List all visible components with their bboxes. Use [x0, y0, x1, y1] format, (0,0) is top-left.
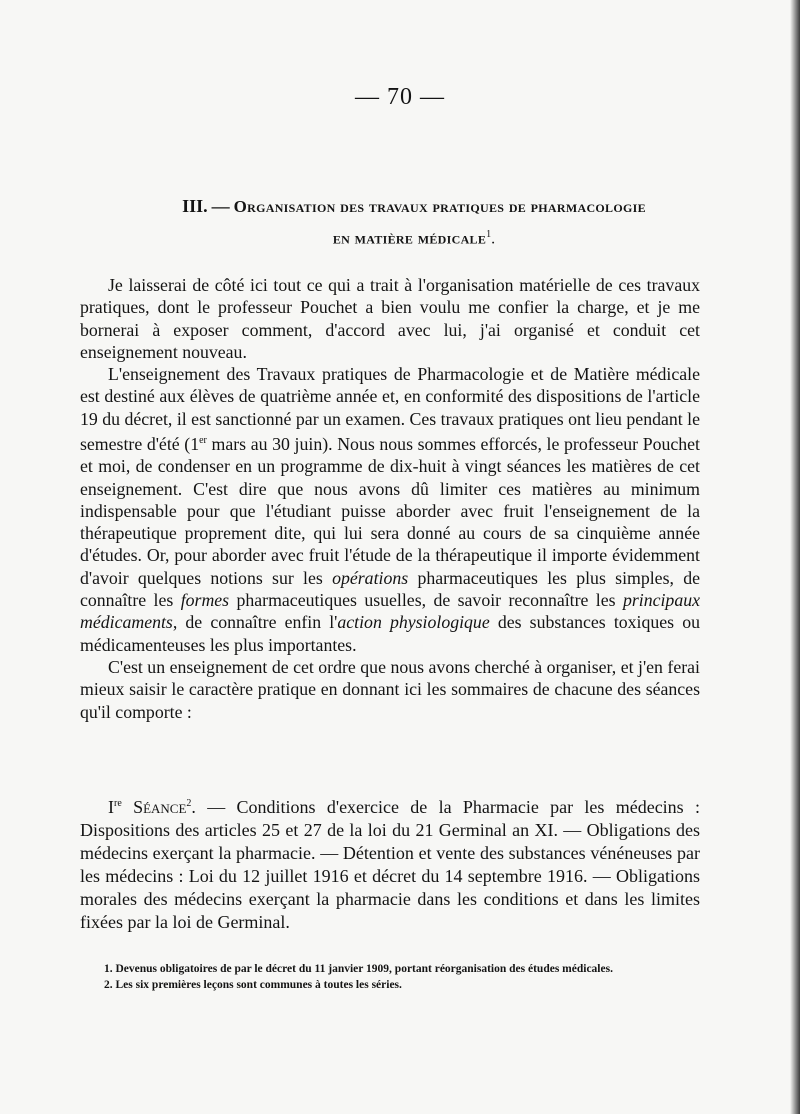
- paragraph-1: Je laisserai de côté ici tout ce qui a trait à l'organisation matérielle de ces travaux pratiques, dont le professeur Pouchet a bien voulu me confier la charge, et je me bornerai à exposer comment, d'accord avec lui, j'ai organisé et conduit cet enseignement nouveau.: [80, 275, 700, 362]
- paragraph-2-part-a: L'enseignement des Travaux pratiques de Pharmacologie et de Matière médicale est destiné aux élèves de quatrième année et, en conformité des dispositions de l'article 19 du décret, il est sanctionné par un examen. Ces travaux pratiques ont lieu pendant le semestre d'été (1: [80, 364, 700, 454]
- paragraph-2-part-b: mars au 30 juin). Nous nous sommes efforcés, le professeur Pouchet et moi, de condenser en un programme de dix-huit à vingt séances les matières de cet enseignement. C'est dire que nous avons dû limiter ces matières au minimum indispensable pour que l'étudiant puisse aborder avec fruit l'enseignement de la thérapeutique proprement dite, qui lui sera donné au cours de sa cinquième année d'études. Or, pour aborder avec fruit l'étude de la thérapeutique il importe évidemment d'avoir quelques notions sur les: [80, 434, 700, 588]
- section-heading: [134, 193, 694, 252]
- section-numeral: III.: [182, 196, 208, 216]
- paragraph-2-part-e: , de connaître enfin l': [172, 612, 338, 633]
- paragraph-2-part-d: pharmaceutiques usuelles, de savoir reconnaître les: [229, 590, 623, 611]
- seance-label: Séance: [133, 797, 187, 817]
- page-number: — 70 —: [355, 84, 445, 110]
- section-title-period: .: [491, 230, 496, 248]
- section-title-line-1: Organisation des travaux pratiques de pharmacologie: [233, 197, 646, 216]
- seance-ordinal: I: [108, 797, 114, 817]
- paragraph-2-part-c: pharmaceutiques les plus simples, de connaître les: [80, 567, 700, 611]
- emphasis-formes: formes: [180, 590, 230, 611]
- emphasis-action-physiologique: action physiologique: [337, 612, 490, 633]
- footnotes: [80, 961, 700, 993]
- footnote-2: 2. Les six premières leçons sont communes à toutes les séries.: [104, 979, 402, 991]
- body-text: [80, 274, 700, 723]
- paragraph-2-part-f: des substances toxiques ou médicamenteuses les plus importantes.: [80, 612, 700, 655]
- ordinal-sup: er: [199, 435, 207, 447]
- seance-1-paragraph: [80, 792, 700, 934]
- footnote-ref-1: 1: [486, 229, 492, 240]
- page-edge-shadow: [790, 0, 800, 1114]
- footnote-ref-2: 2: [186, 798, 192, 809]
- section-heading-line-2: [134, 221, 694, 252]
- paragraph-2: [80, 363, 700, 656]
- seance-ordinal-sup: re: [114, 798, 122, 809]
- section-dash: —: [211, 196, 230, 216]
- seance-1: [80, 792, 700, 934]
- seance-text: . — Conditions d'exercice de la Pharmacie par les médecins : Dispositions des articles 25 et 27 de la loi du 21 Germinal an XI. — Obligations des médecins exerçant la pharmacie. — Détention et vente des substances vénéneuses par les médecins : Loi du 12 juillet 1916 et décret du 14 septembre 1916. — Obligations morales des médecins exerçant la pharmacie dans les conditions et dans les limites fixées par la loi de Germinal.: [80, 797, 700, 932]
- footnote-1: 1. Devenus obligatoires de par le décret du 11 janvier 1909, portant réorganisation des études médicales.: [104, 963, 613, 975]
- paragraph-3: C'est un enseignement de cet ordre que nous avons cherché à organiser, et j'en ferai mieux saisir le caractère pratique en donnant ici les sommaires de chacune des séances qu'il comporte :: [80, 656, 700, 722]
- emphasis-principaux-medicaments: principaux médicaments: [80, 590, 700, 633]
- section-heading-line-1: [134, 193, 694, 221]
- section-title-line-2: en matière médicale: [332, 228, 487, 248]
- emphasis-operations: opérations: [332, 567, 409, 588]
